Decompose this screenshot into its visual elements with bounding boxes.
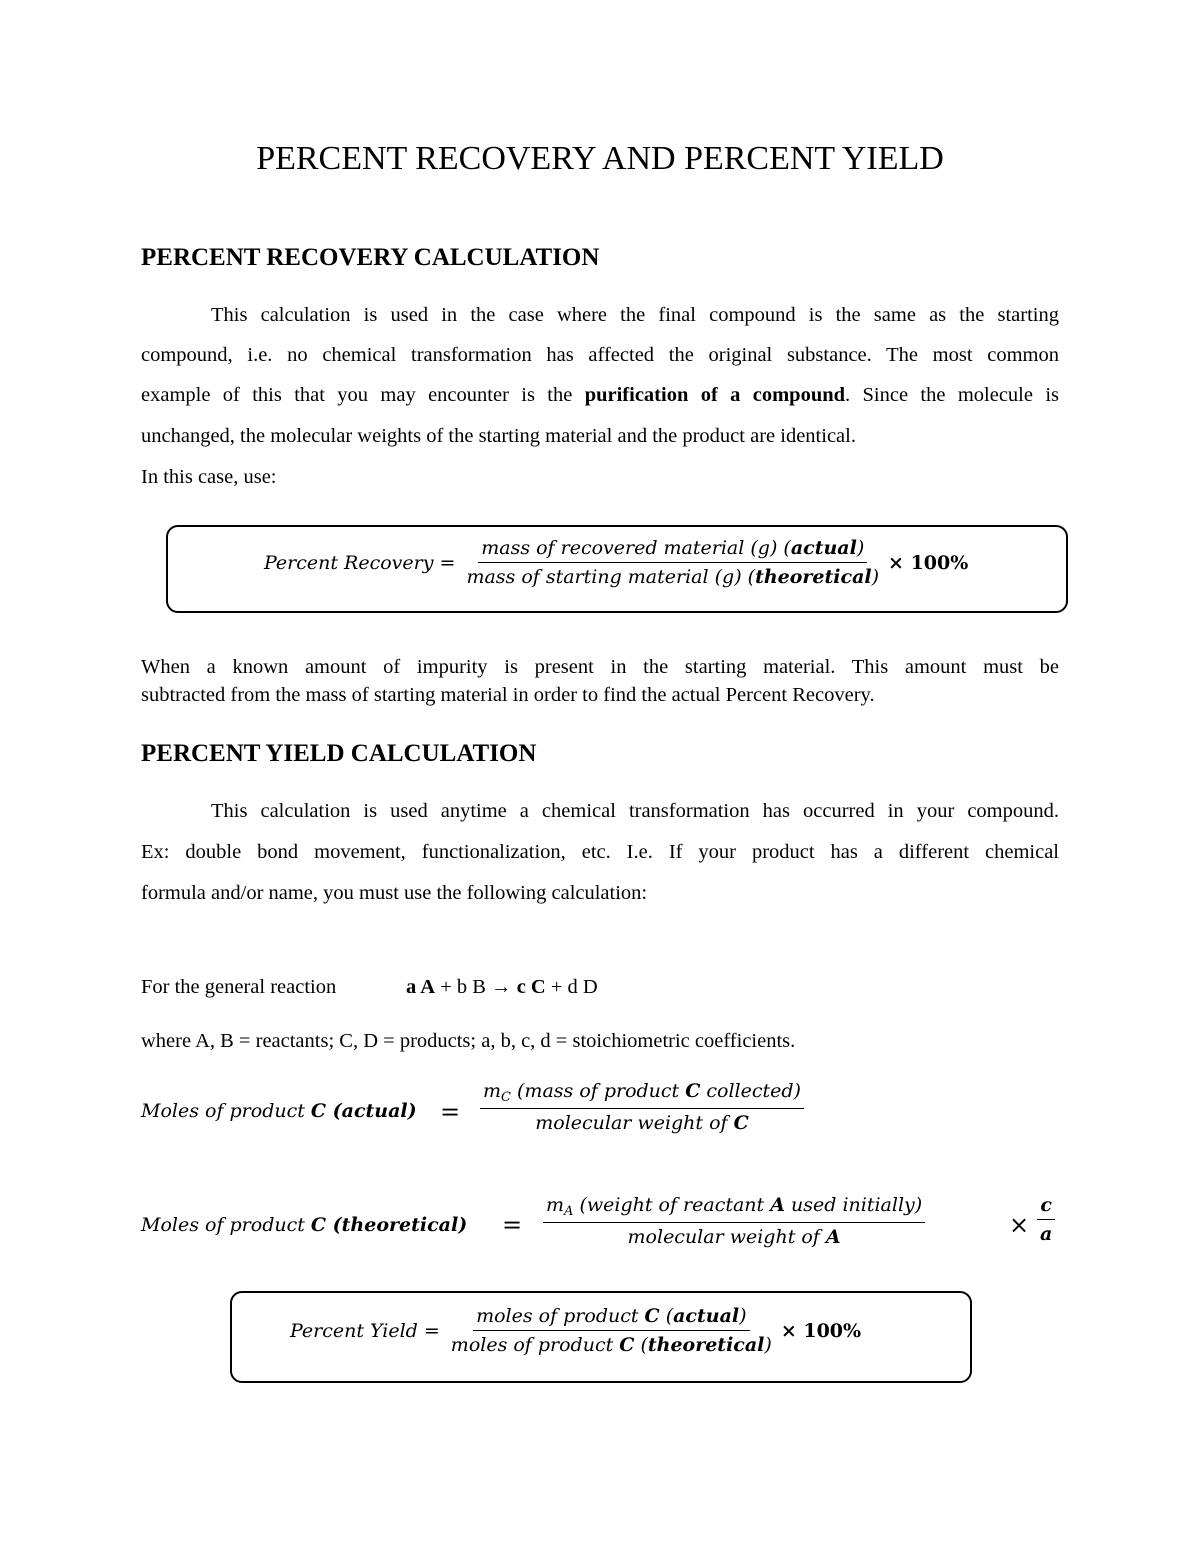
moles-actual-denominator: molecular weight of C: [535, 1112, 749, 1134]
recovery-line-2: compound, i.e. no chemical transformation has affected the original substance. The most common: [141, 344, 1059, 366]
percent-yield-formula-box: [230, 1291, 972, 1383]
impurity-note-line-2: subtracted from the mass of starting material in order to find the actual Percent Recovery.: [141, 684, 875, 706]
percent-recovery-formula: [264, 537, 968, 588]
moles-actual-formula: [480, 1080, 804, 1134]
yield-heading: PERCENT YIELD CALCULATION: [141, 740, 537, 767]
percent-yield-denominator: moles of product C (theoretical): [450, 1334, 772, 1356]
recovery-line-1: This calculation is used in the case where the final compound is the same as the starting: [211, 304, 1059, 326]
recovery-line-3: [141, 384, 1059, 407]
yield-line-3: formula and/or name, you must use the following calculation:: [141, 882, 648, 904]
percent-recovery-fraction: [463, 537, 882, 588]
times-100-percent: × 100%: [888, 551, 969, 574]
moles-actual-fraction: [480, 1080, 804, 1134]
percent-recovery-denominator: mass of starting material (g) (theoretical): [466, 566, 880, 588]
moles-actual-equals: =: [440, 1098, 461, 1126]
percent-recovery-label: Percent Recovery =: [264, 551, 456, 574]
impurity-note-line-1: When a known amount of impurity is present in the starting material. This amount must be: [141, 656, 1059, 678]
recovery-line-5: In this case, use:: [141, 466, 277, 488]
stoichiometric-ratio: [1037, 1194, 1055, 1245]
ratio-denominator: a: [1040, 1223, 1053, 1245]
moles-theoretical-denominator: molecular weight of A: [627, 1226, 841, 1248]
percent-recovery-formula-box: [166, 525, 1068, 613]
reaction-arrow: →: [491, 976, 512, 998]
times-sign: ×: [1009, 1211, 1030, 1239]
general-reaction: a A + b B → c C + d D: [406, 976, 598, 998]
recovery-line-4: unchanged, the molecular weights of the starting material and the product are identical.: [141, 425, 856, 447]
ratio-numerator: c: [1037, 1194, 1055, 1220]
moles-actual-numerator: $m_C$ (mass of product C collected): [480, 1080, 804, 1109]
percent-yield-fraction: [448, 1305, 775, 1356]
yield-line-1: This calculation is used anytime a chemical transformation has occurred in your compound.: [211, 800, 1059, 822]
moles-theoretical-formula: [543, 1194, 925, 1248]
recovery-line-3-text: example of this that you may encounter is the: [141, 384, 585, 406]
percent-yield-formula: [290, 1305, 861, 1356]
recovery-heading: PERCENT RECOVERY CALCULATION: [141, 244, 600, 271]
yield-times-100-percent: × 100%: [780, 1319, 862, 1342]
purification-emphasis: purification of a compound: [584, 384, 846, 406]
reaction-legend: where A, B = reactants; C, D = products; a, b, c, d = stoichiometric coefficients.: [141, 1030, 796, 1052]
moles-theoretical-numerator: $m_A$ (weight of reactant A used initially): [543, 1194, 925, 1223]
percent-yield-numerator: moles of product C (actual): [473, 1305, 749, 1331]
yield-line-2: Ex: double bond movement, functionalization, etc. I.e. If your product has a different chemical: [141, 841, 1059, 863]
recovery-line-3-end: . Since the molecule is: [845, 384, 1059, 406]
moles-theoretical-label: Moles of product C (theoretical): [141, 1214, 468, 1236]
moles-theoretical-equals: =: [502, 1211, 523, 1239]
page-title: PERCENT RECOVERY AND PERCENT YIELD: [256, 140, 944, 177]
moles-actual-label: Moles of product C (actual): [141, 1100, 417, 1122]
reaction-label: For the general reaction: [141, 976, 337, 998]
percent-yield-label: Percent Yield =: [290, 1319, 440, 1342]
percent-recovery-numerator: mass of recovered material (g) (actual): [478, 537, 867, 563]
moles-theoretical-fraction: [543, 1194, 925, 1248]
